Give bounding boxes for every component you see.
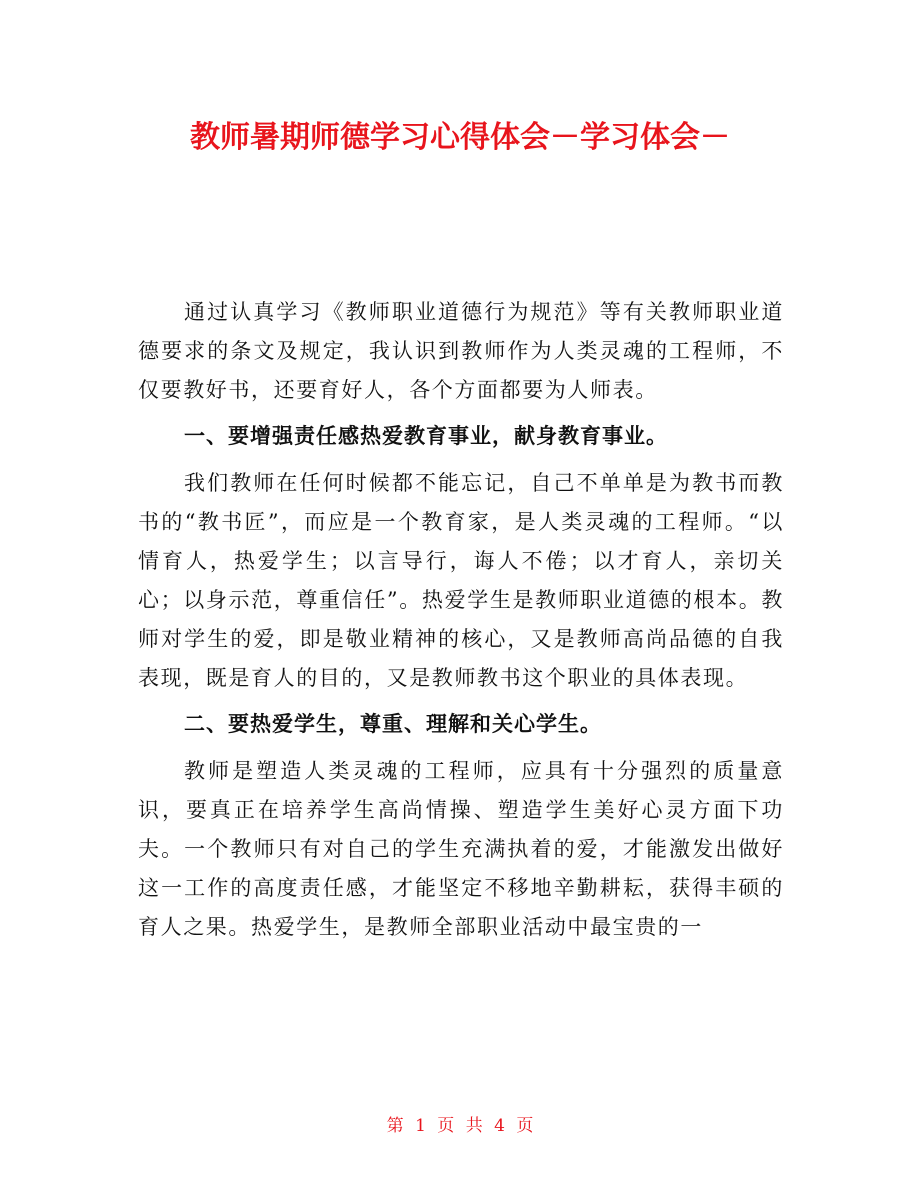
page-footer: 第 1 页 共 4 页 [386, 1116, 534, 1136]
page-title: 教师暑期师德学习心得体会－学习体会－ [190, 120, 730, 155]
section-heading-1: 一、要增强责任感热爱教育事业，献身教育事业。 [184, 424, 668, 448]
intro-paragraph: 通过认真学习《教师职业道德行为规范》等有关教师职业道德要求的条文及规定，我认识到教师作为人类灵魂的工程师，不仅要教好书，还要育好人，各个方面都要为人师表。 [138, 300, 784, 402]
section-2-paragraph: 教师是塑造人类灵魂的工程师，应具有十分强烈的质量意识，要真正在培养学生高尚情操、塑造学生美好心灵方面下功夫。一个教师只有对自己的学生充满执着的爱，才能激发出做好这一工作的高度责任感，才能坚定不移地辛勤耕耘，获得丰硕的育人之果。热爱学生，是教师全部职业活动中最宝贵的一 [138, 759, 784, 939]
section-1-paragraph: 我们教师在任何时候都不能忘记，自己不单单是为教书而教书的“教书匠”，而应是一个教育家，是人类灵魂的工程师。“以情育人，热爱学生；以言导行，诲人不倦；以才育人，亲切关心；以身示范，尊重信任”。热爱学生是教师职业道德的根本。教师对学生的爱，即是敬业精神的核心，又是教师高尚品德的自我表现，既是育人的目的，又是教师教书这个职业的具体表现。 [138, 471, 784, 690]
section-heading-2: 二、要热爱学生，尊重、理解和关心学生。 [184, 712, 602, 736]
document-body [138, 293, 784, 947]
